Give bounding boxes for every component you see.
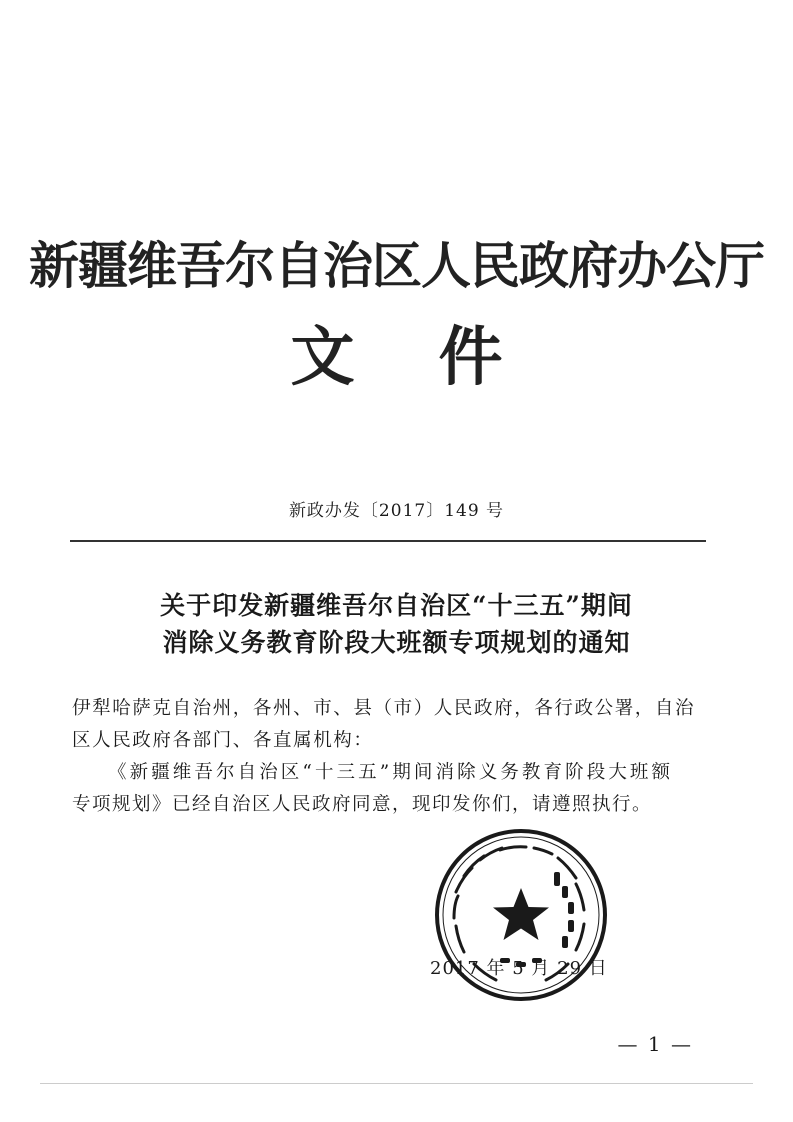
issue-date: 2017 年 5 月 29 日 <box>430 958 608 979</box>
notice-title-line-2: 消除义务教育阶段大班额专项规划的通知 <box>162 628 631 657</box>
notice-title-line-1: 关于印发新疆维吾尔自治区“十三五”期间 <box>160 591 633 620</box>
recipients-line-2: 区人民政府各部门、各直属机构： <box>72 730 374 751</box>
issuer-heading: 新疆维吾尔自治区人民政府办公厅 <box>29 237 764 295</box>
star-icon <box>493 888 549 940</box>
page-bottom-divider <box>40 1083 753 1084</box>
header-divider <box>70 540 706 542</box>
document-type-heading: 文件 <box>290 321 587 395</box>
body-paragraph-line-1: 《新疆维吾尔自治区“十三五”期间消除义务教育阶段大班额 <box>108 762 674 783</box>
document-number: 新政办发〔2017〕149 号 <box>288 501 505 521</box>
recipients-line-1: 伊犁哈萨克自治州，各州、市、县（市）人民政府，各行政公署，自治 <box>72 698 696 719</box>
body-paragraph-line-2: 专项规划》已经自治区人民政府同意，现印发你们，请遵照执行。 <box>72 794 653 815</box>
page-number: — 1 — <box>617 1032 693 1056</box>
